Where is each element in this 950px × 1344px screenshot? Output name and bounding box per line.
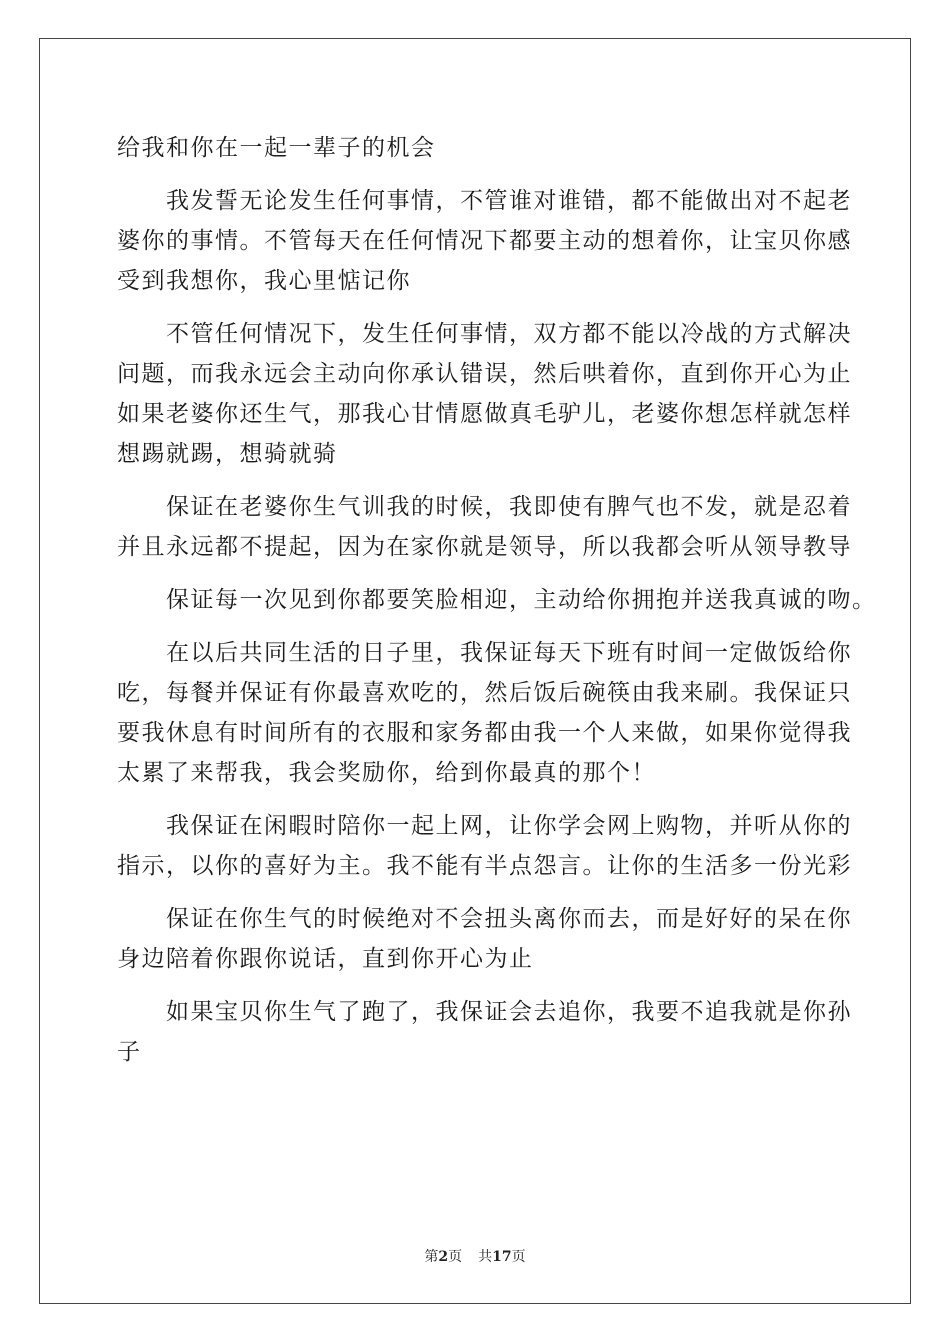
page-number-suffix: 页 — [448, 1249, 463, 1265]
paragraph — [117, 580, 877, 620]
page-number-prefix: 第 — [424, 1249, 439, 1265]
paragraph — [117, 633, 852, 793]
paragraph-line: 我发誓无论发生任何事情，不管谁对谁错，都不能做出对不起老 — [166, 188, 852, 214]
paragraph-line: 并且永远都不提起，因为在家你就是领导，所以我都会听从领导教导 — [117, 534, 852, 560]
paragraph-line: 问题，而我永远会主动向你承认错误，然后哄着你，直到你开心为止 — [117, 361, 852, 387]
paragraph-line: 保证在老婆你生气训我的时候，我即使有脾气也不发，就是忍着 — [166, 494, 852, 520]
total-pages-suffix: 页 — [511, 1249, 526, 1265]
paragraph-line: 受到我想你，我心里惦记你 — [117, 268, 411, 294]
paragraph-line: 如果老婆你还生气，那我心甘情愿做真毛驴儿，老婆你想怎样就怎样 — [117, 401, 852, 427]
paragraph-line: 在以后共同生活的日子里，我保证每天下班有时间一定做饭给你 — [166, 640, 852, 666]
paragraph-line: 要我休息有时间所有的衣服和家务都由我一个人来做，如果你觉得我 — [117, 720, 852, 746]
paragraph-line: 指示，以你的喜好为主。我不能有半点怨言。让你的生活多一份光彩 — [117, 853, 852, 879]
paragraph — [117, 899, 852, 979]
paragraph-line: 吃，每餐并保证有你最喜欢吃的，然后饭后碗筷由我来刷。我保证只 — [117, 680, 852, 706]
paragraph-line: 给我和你在一起一辈子的机会 — [117, 135, 436, 161]
paragraph-line: 身边陪着你跟你说话，直到你开心为止 — [117, 946, 534, 972]
paragraph-line: 子 — [117, 1039, 142, 1065]
paragraph — [117, 487, 852, 567]
paragraph-line: 婆你的事情。不管每天在任何情况下都要主动的想着你，让宝贝你感 — [117, 228, 852, 254]
paragraph-line: 想踢就踢，想骑就骑 — [117, 441, 338, 467]
paragraph — [117, 314, 852, 474]
total-pages-prefix: 共 — [478, 1249, 493, 1265]
paragraph-line: 我保证在闲暇时陪你一起上网，让你学会网上购物，并听从你的 — [166, 813, 852, 839]
paragraph — [117, 806, 852, 886]
paragraph-line: 不管任何情况下，发生任何事情，双方都不能以冷战的方式解决 — [166, 321, 852, 347]
paragraph-line: 保证每一次见到你都要笑脸相迎，主动给你拥抱并送我真诚的吻。 — [166, 587, 877, 613]
total-pages: 17 — [492, 1249, 512, 1265]
paragraph-line: 保证在你生气的时候绝对不会扭头离你而去，而是好好的呆在你 — [166, 906, 852, 932]
paragraph — [117, 181, 852, 301]
page-number: 2 — [438, 1249, 449, 1265]
document-body — [117, 128, 877, 1085]
paragraph-line: 如果宝贝你生气了跑了，我保证会去追你，我要不追我就是你孙 — [166, 999, 852, 1025]
paragraph — [117, 128, 837, 168]
paragraph-line: 太累了来帮我，我会奖励你，给到你最真的那个！ — [117, 760, 656, 786]
page-footer — [0, 1246, 950, 1266]
paragraph — [117, 992, 852, 1072]
